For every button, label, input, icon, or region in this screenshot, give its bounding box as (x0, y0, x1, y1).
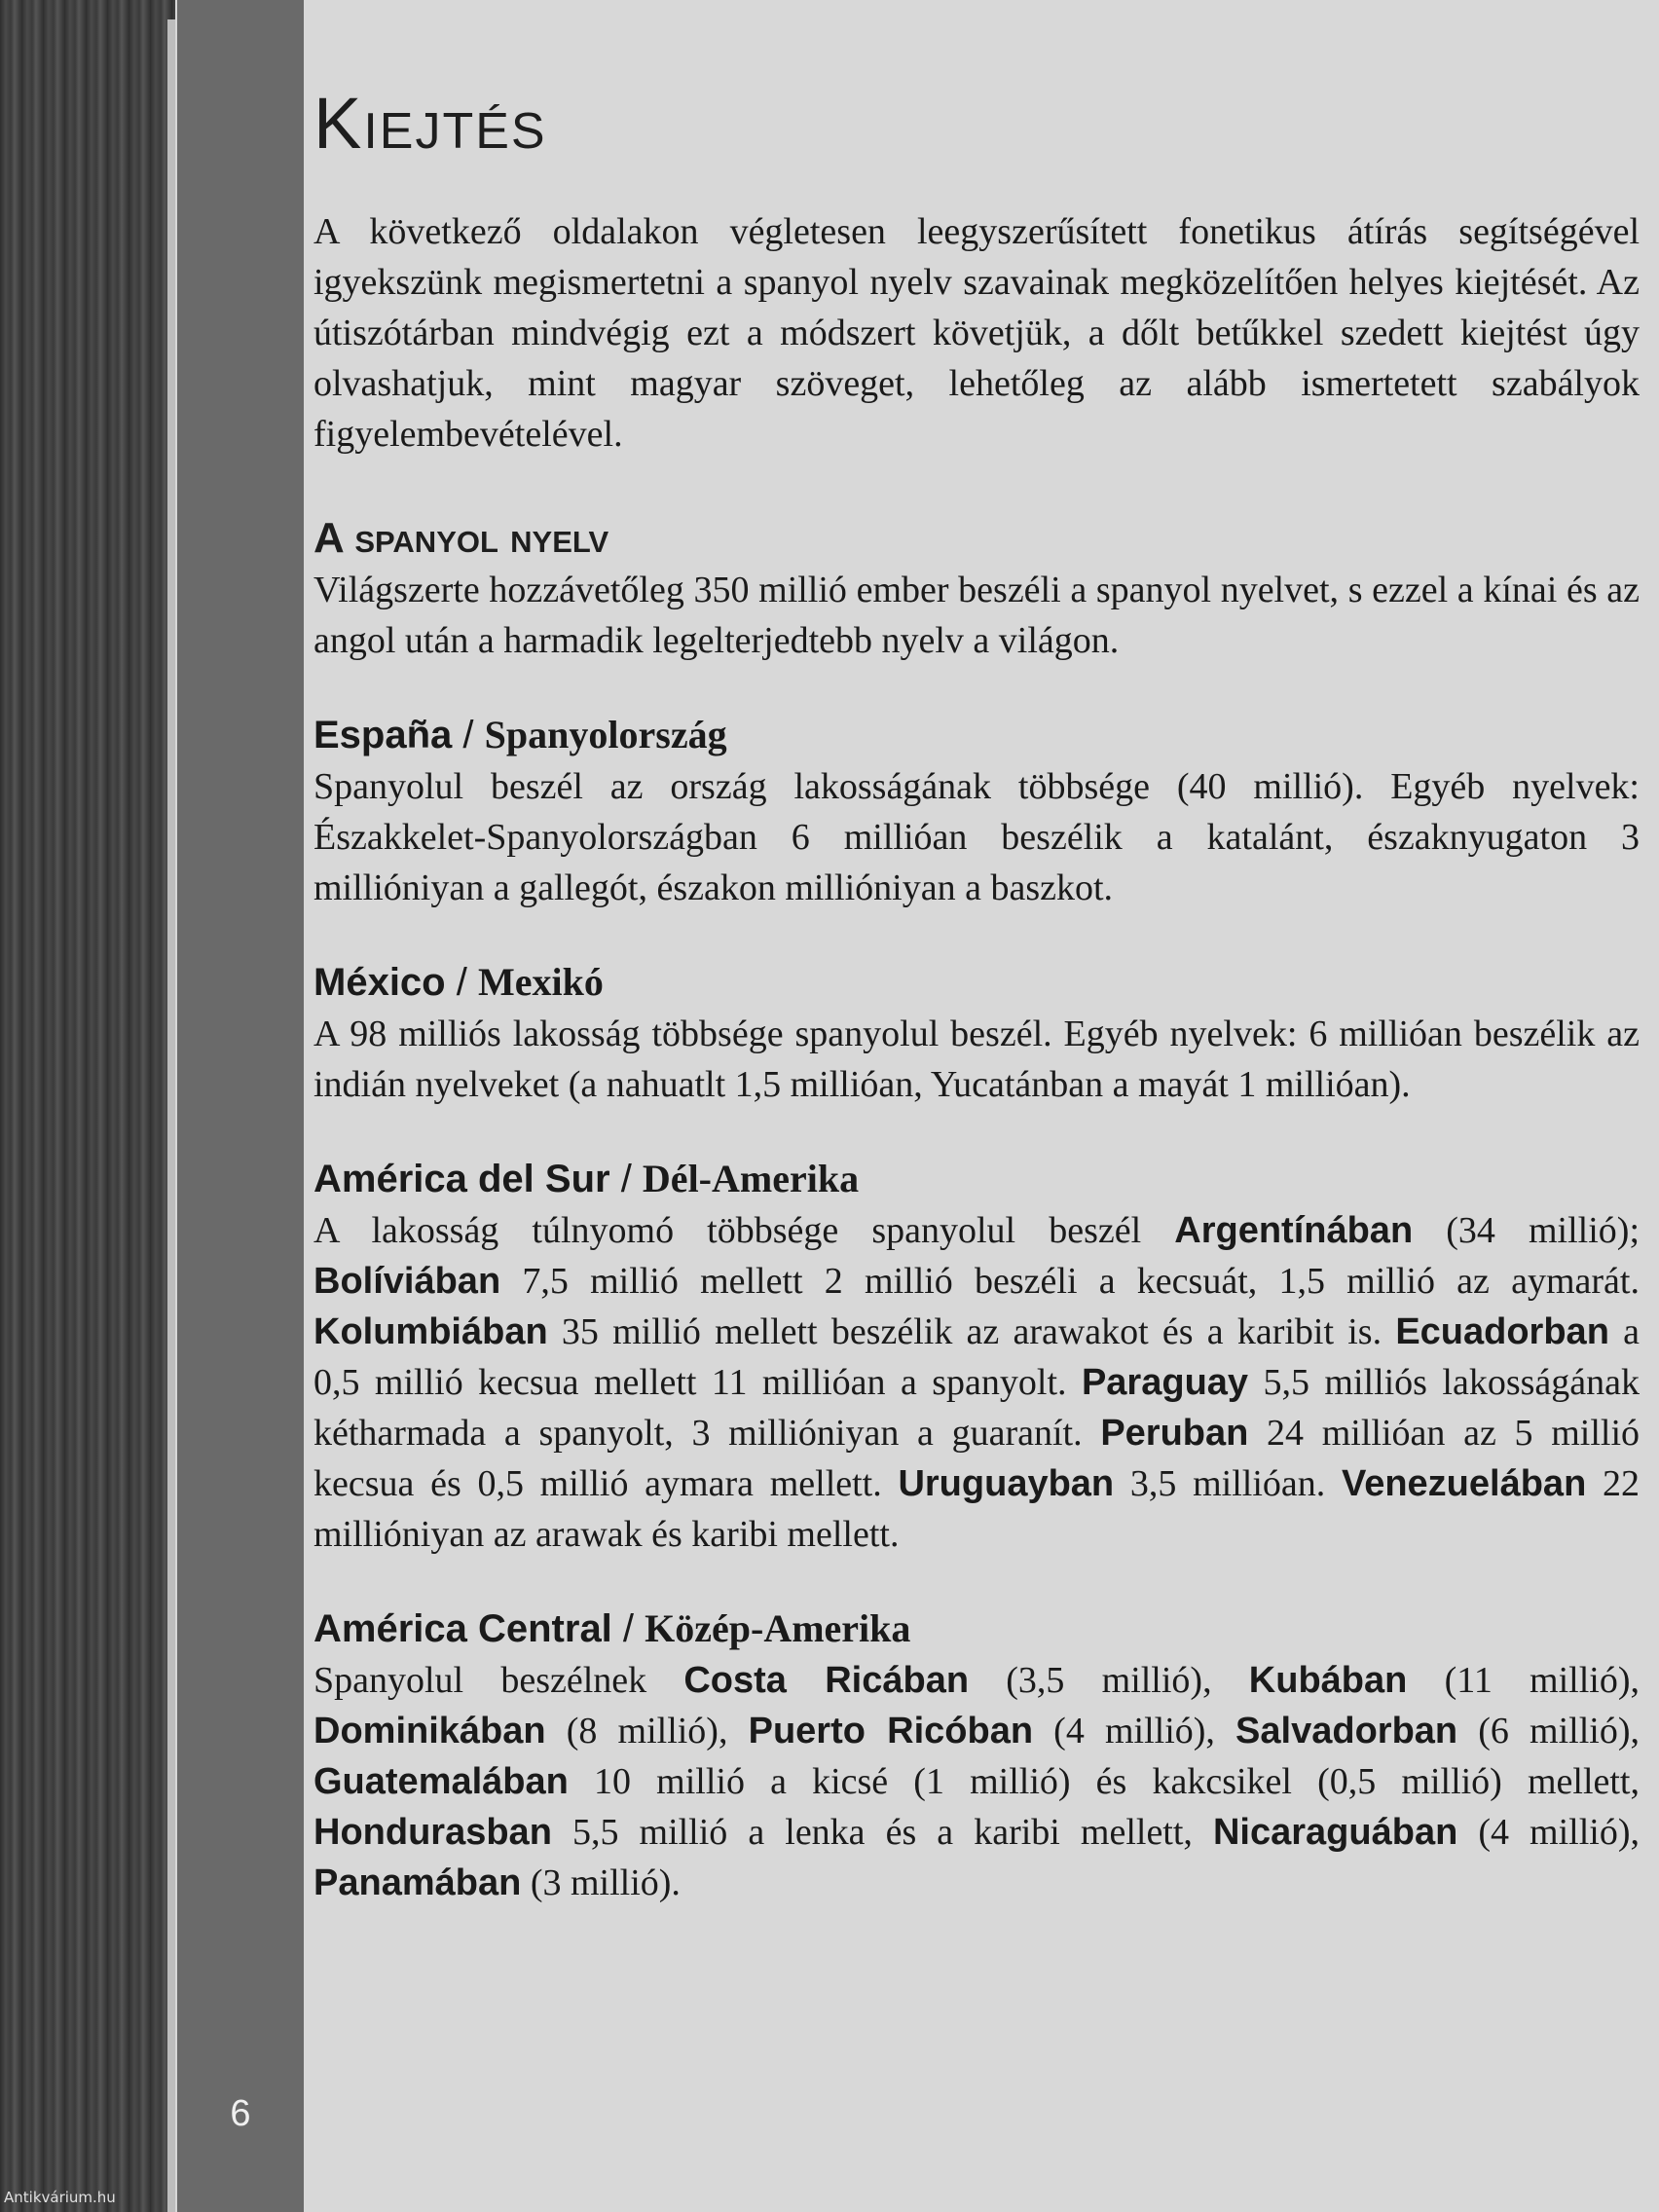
page-content (313, 83, 1640, 1908)
country-name: Peruban (1100, 1413, 1249, 1454)
country-name: Ecuadorban (1395, 1311, 1609, 1352)
mexico-paragraph: A 98 milliós lakosság többsége spanyolul beszél. Egyéb nyelvek: 6 millióan beszélik az indián nyelveket (a nahuatlt 1,5 millióan, Yucatánban a mayát 1 millióan). (313, 1014, 1640, 1105)
text-run: (11 millió), (1407, 1660, 1640, 1701)
subheading-spain (313, 709, 1640, 761)
country-name: Dominikában (313, 1711, 546, 1751)
central-america-paragraph (313, 1655, 1640, 1908)
page-number: 6 (230, 2093, 251, 2134)
subheading-separator: / (445, 961, 478, 1004)
subheading-hungarian: Mexikó (477, 960, 604, 1004)
country-name: Argentínában (1174, 1210, 1414, 1251)
subheading-spanish: América Central (313, 1607, 612, 1650)
subheading-hungarian: Dél-Amerika (642, 1157, 860, 1200)
watermark: Antikvárium.hu (4, 2189, 116, 2206)
subheading-separator: / (609, 1158, 643, 1200)
text-run: 24 millióan az 5 millió kecsua és 0,5 millió aymara mellett. (313, 1413, 1640, 1504)
side-band (177, 0, 304, 2212)
country-name: Paraguay (1081, 1362, 1249, 1403)
country-name: Kubában (1248, 1660, 1408, 1701)
text-run: (3,5 millió), (969, 1660, 1249, 1701)
subheading-spanish: México (313, 961, 446, 1004)
country-name: Kolumbiában (313, 1311, 548, 1352)
subheading-spanish: América del Sur (313, 1158, 610, 1200)
south-america-paragraph (313, 1205, 1640, 1560)
text-run: a 0,5 millió kecsua mellett 11 millióan a spanyolt. (313, 1311, 1640, 1403)
text-run: 3,5 millióan. (1114, 1463, 1342, 1504)
section-heading: A spanyol nyelv (313, 514, 609, 562)
intro-paragraph: A következő oldalakon végletesen leegyszerűsített fonetikus átírás segítségével igyekszünk megismertetni a spanyol nyelv szavainak megközelítően helyes kiejtését. Az útiszótárban mindvégig ezt a módszert követjük, a dőlt betűkkel szedett kiejtést úgy olvashatjuk, mint magyar szöveget, lehetőleg az alább ismertetett szabályok figyelembevételével. (313, 211, 1640, 455)
text-run: (4 millió), (1457, 1812, 1640, 1853)
subheading-hungarian: Spanyolország (484, 713, 727, 756)
text-run: (6 millió), (1457, 1711, 1640, 1751)
text-run: Spanyolul beszélnek (313, 1660, 684, 1701)
subheading-hungarian: Közép-Amerika (645, 1606, 911, 1650)
country-name: Hondurasban (313, 1812, 552, 1853)
country-name: Salvadorban (1235, 1711, 1458, 1751)
country-name: Puerto Ricóban (748, 1711, 1034, 1751)
country-name: Panamában (313, 1862, 522, 1903)
background-texture (0, 0, 180, 2212)
subheading-separator: / (611, 1607, 645, 1650)
subheading-separator: / (452, 714, 485, 756)
subheading-central-america (313, 1603, 1640, 1655)
section-paragraph: Világszerte hozzávetőleg 350 millió ember beszéli a spanyol nyelvet, s ezzel a kínai és az angol után a harmadik legelterjedtebb nyelv a világon. (313, 570, 1640, 661)
country-name: Nicaraguában (1212, 1812, 1458, 1853)
country-name: Uruguayban (898, 1463, 1115, 1504)
text-run: (8 millió), (545, 1711, 749, 1751)
subheading-south-america (313, 1153, 1640, 1205)
text-run: 10 millió a kicsé (1 millió) és kakcsikel (0,5 millió) mellett, (568, 1761, 1640, 1802)
country-name: Guatemalában (313, 1761, 569, 1802)
page-title: Kiejtés (313, 83, 547, 164)
text-run: (4 millió), (1033, 1711, 1236, 1751)
text-run: (34 millió); (1413, 1210, 1640, 1251)
text-run: A lakosság túlnyomó többsége spanyolul beszél (313, 1210, 1175, 1251)
text-run: 7,5 millió mellett 2 millió beszéli a kecsuát, 1,5 millió az aymarát. (500, 1261, 1640, 1302)
text-run: 5,5 millió a lenka és a karibi mellett, (551, 1812, 1213, 1853)
country-name: Costa Ricában (683, 1660, 970, 1701)
text-run: 35 millió mellett beszélik az arawakot és a karibit is. (547, 1311, 1396, 1352)
spain-paragraph: Spanyolul beszél az ország lakosságának többsége (40 millió). Egyéb nyelvek: Északkelet-Spanyolországban 6 millióan beszélik a katalánt, északnyugaton 3 millióniyan a gallegót, északon millióniyan a baszkot. (313, 766, 1640, 908)
text-run: 22 millióniyan az arawak és karibi mellett. (313, 1463, 1640, 1555)
country-name: Bolíviában (313, 1261, 501, 1302)
subheading-spanish: España (313, 714, 453, 756)
text-run: (3 millió). (521, 1862, 681, 1903)
text-run: 5,5 milliós lakosságának kétharmada a spanyolt, 3 millióniyan a guaranít. (313, 1362, 1640, 1454)
subheading-mexico (313, 956, 1640, 1009)
country-name: Venezuelában (1341, 1463, 1587, 1504)
